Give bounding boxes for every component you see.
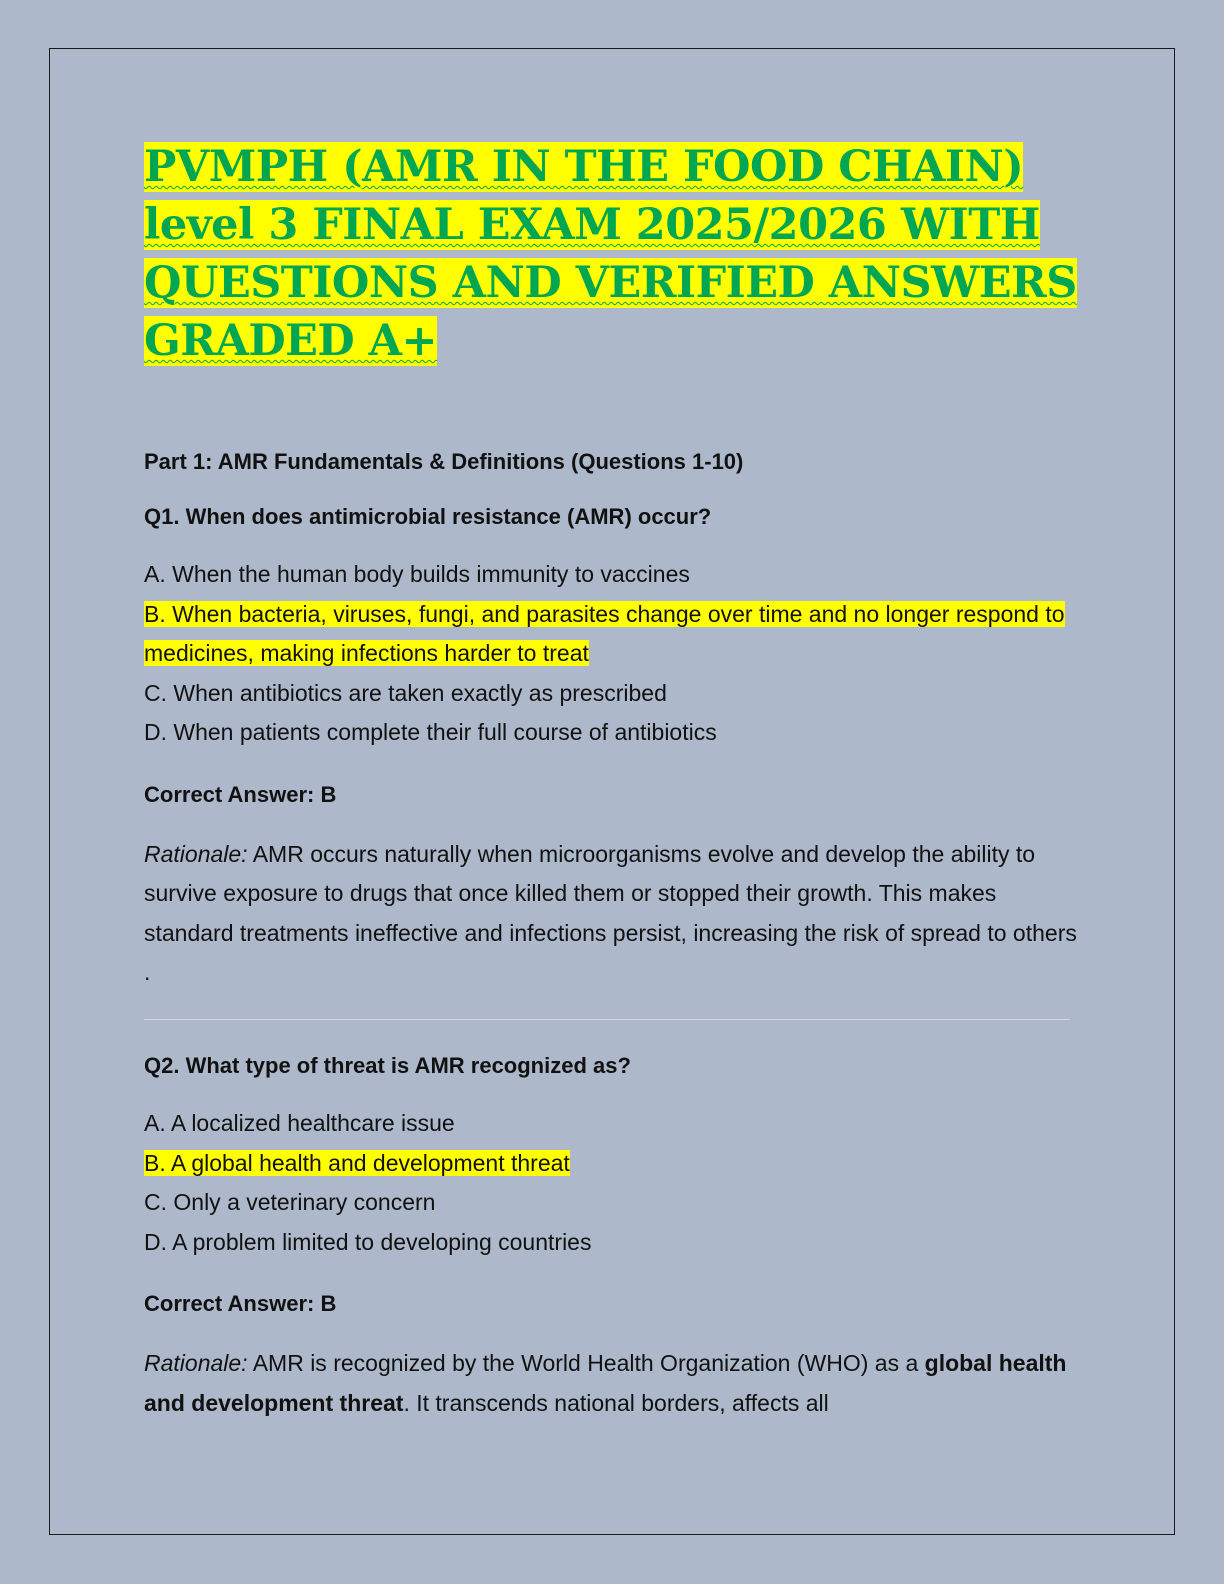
rationale-text: AMR is recognized by the World Health Organization (WHO) as a <box>247 1350 925 1376</box>
section-divider <box>144 1019 1070 1020</box>
rationale-label: Rationale: <box>144 1350 248 1376</box>
rationale <box>144 835 1084 993</box>
option-d: D. When patients complete their full course of antibiotics <box>144 719 717 745</box>
option-b-correct: B. A global health and development threat <box>144 1149 570 1176</box>
rationale-text: AMR occurs naturally when microorganisms evolve and develop the ability to survive exposure to drugs that once killed them or stopped their growth. This makes standard treatments ineffective and infections persist, increasing the risk of spread to others . <box>144 840 1077 985</box>
rationale-emphasis: global health and development threat <box>144 1350 1067 1416</box>
option-c: C. When antibiotics are taken exactly as prescribed <box>144 679 667 706</box>
option-b-correct: B. When bacteria, viruses, fungi, and parasites change over time and no longer respond to medicines, making infections harder to treat <box>144 600 1065 666</box>
option-a: A. When the human body builds immunity to vaccines <box>144 561 690 587</box>
document-body <box>144 138 1084 1416</box>
rationale <box>144 1344 1084 1423</box>
correct-answer: Correct Answer: B <box>144 781 337 807</box>
title-line: level 3 FINAL EXAM 2025/2026 WITH <box>144 200 1040 250</box>
question-heading: Q1. When does antimicrobial resistance (AMR) occur? <box>144 504 712 529</box>
option-a: A. A localized healthcare issue <box>144 1110 455 1136</box>
part-heading: Part 1: AMR Fundamentals & Definitions (Questions 1-10) <box>144 449 744 474</box>
question-heading: Q2. What type of threat is AMR recognized as? <box>144 1053 631 1078</box>
option-c: C. Only a veterinary concern <box>144 1189 436 1215</box>
correct-answer: Correct Answer: B <box>144 1291 337 1316</box>
document-title <box>144 138 1084 370</box>
title-line: GRADED A+ <box>144 316 438 366</box>
title-line: QUESTIONS AND VERIFIED ANSWERS <box>144 258 1077 308</box>
rationale-label: Rationale: <box>144 840 248 867</box>
rationale-text: . It transcends national borders, affects all <box>403 1389 829 1416</box>
question-2 <box>144 1052 1084 1423</box>
question-1 <box>144 503 1084 993</box>
title-line: PVMPH (AMR IN THE FOOD CHAIN) <box>144 142 1024 192</box>
option-d: D. A problem limited to developing countries <box>144 1228 592 1255</box>
